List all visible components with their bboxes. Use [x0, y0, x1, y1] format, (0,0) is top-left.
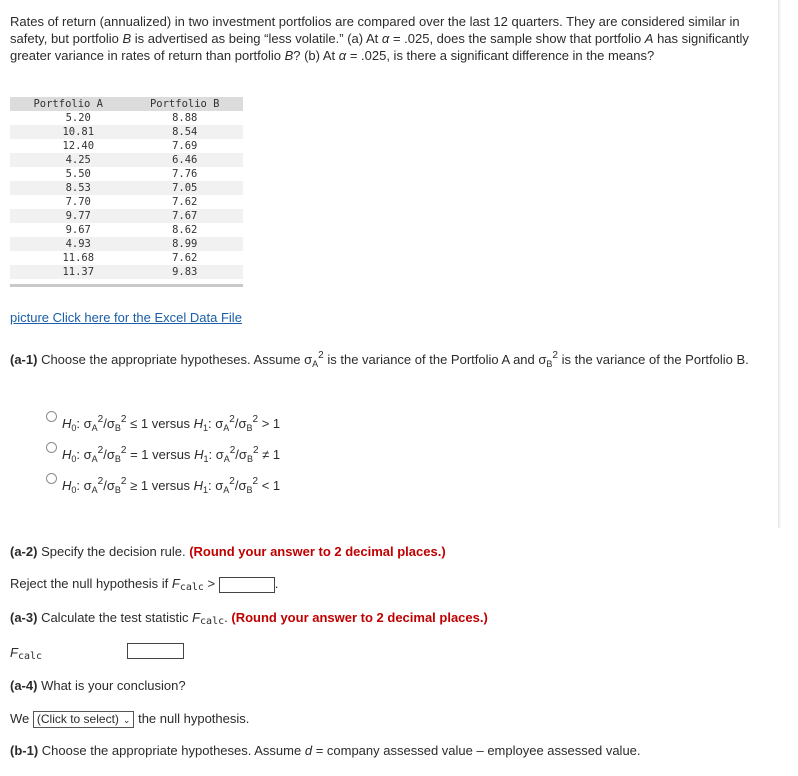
fcalc-input[interactable]	[127, 643, 184, 659]
cell-b: 7.76	[127, 167, 244, 181]
excel-data-file-link[interactable]: picture Click here for the Excel Data File	[10, 310, 242, 325]
var-b: B	[122, 31, 132, 46]
h1-relation: > 1	[261, 416, 281, 431]
table-row	[10, 251, 243, 265]
intro-text-4: has significantly greater variance in rates of return than portfolio	[10, 31, 749, 63]
rounding-note: (Round your answer to 2 decimal places.)	[189, 544, 446, 559]
subscript: A	[312, 359, 319, 369]
intro-text-3: = .025, does the sample show that portfolio	[389, 31, 645, 46]
cell-a: 11.37	[10, 265, 127, 279]
question-a4	[10, 677, 186, 694]
question-label: (a-3)	[10, 610, 38, 625]
radio-button[interactable]	[46, 411, 57, 422]
var-a: A	[644, 31, 654, 46]
table-row	[10, 139, 243, 153]
table-bottom-border	[10, 284, 243, 287]
f-subscript: calc	[17, 651, 43, 662]
greater-than: >	[203, 576, 216, 591]
cell-b: 8.88	[127, 111, 244, 125]
table-row	[10, 111, 243, 125]
intro-text-1: Rates of return (annualized) in two investment portfolios are compared over the last 12 quarters. They are considered similar in safety, but portfolio	[10, 14, 740, 46]
superscript: 2	[552, 350, 558, 361]
hypothesis-label: $H_0$: $\sigma_A^2/\sigma_B^2 \ge 1$ versus $H_1$: $\sigma_A^2/\sigma_B^2 < 1$	[62, 476, 281, 495]
cell-b: 7.67	[127, 209, 244, 223]
intro-text-2: is advertised as being “less volatile.” (a) At	[131, 31, 382, 46]
cell-b: 7.62	[127, 195, 244, 209]
question-text: is the variance of the Portfolio A and σ	[323, 352, 547, 367]
question-label: (a-2)	[10, 544, 38, 559]
question-text: Choose the appropriate hypotheses. Assume σ	[37, 352, 313, 367]
var-d: d	[304, 743, 313, 758]
cell-b: 7.62	[127, 251, 244, 265]
we-text: We	[10, 711, 30, 726]
conclusion-select[interactable]	[33, 711, 135, 728]
versus-text: versus	[152, 447, 191, 462]
intro-text-5: ? (b) At	[293, 48, 339, 63]
cell-a: 5.50	[10, 167, 127, 181]
content-panel-edge	[778, 0, 781, 528]
column-header-portfolio-b: Portfolio B	[127, 97, 244, 111]
f-symbol: F	[10, 645, 18, 660]
radio-button[interactable]	[46, 473, 57, 484]
f-symbol: F	[192, 610, 201, 625]
cell-b: 9.83	[127, 265, 244, 279]
table-row	[10, 265, 243, 279]
decision-rule-row	[10, 575, 278, 596]
question-label: (a-4)	[10, 678, 38, 693]
question-a1	[10, 347, 770, 373]
versus-text: versus	[151, 416, 190, 431]
rounding-note: (Round your answer to 2 decimal places.)	[231, 610, 488, 625]
f-symbol: F	[171, 576, 180, 591]
question-label: (a-1)	[10, 352, 38, 367]
question-a2	[10, 543, 446, 560]
h0-relation: = 1	[130, 447, 149, 462]
question-text: = company assessed value – employee assessed value.	[312, 743, 641, 758]
cell-a: 11.68	[10, 251, 127, 265]
column-header-portfolio-a: Portfolio A	[10, 97, 127, 111]
cell-a: 4.93	[10, 237, 127, 251]
radio-button[interactable]	[46, 442, 57, 453]
cell-a: 12.40	[10, 139, 127, 153]
f-subscript: calc	[200, 616, 225, 627]
decision-rule-text: Reject the null hypothesis if	[10, 576, 172, 591]
hypothesis-label: $H_0$: $\sigma_A^2/\sigma_B^2 = 1$ versus $H_1$: $\sigma_A^2/\sigma_B^2 \ne 1$	[62, 445, 281, 464]
cell-a: 8.53	[10, 181, 127, 195]
cell-a: 7.70	[10, 195, 127, 209]
h1-relation: < 1	[261, 478, 281, 493]
question-label: (b-1)	[10, 743, 39, 758]
cell-b: 7.69	[127, 139, 244, 153]
critical-value-input[interactable]	[219, 577, 275, 593]
question-text: What is your conclusion?	[37, 678, 186, 693]
table-row	[10, 195, 243, 209]
cell-b: 7.05	[127, 181, 244, 195]
problem-statement	[10, 13, 778, 64]
table-header-row	[10, 97, 243, 111]
period: .	[224, 610, 232, 625]
cell-a: 4.25	[10, 153, 127, 167]
question-text: Specify the decision rule.	[37, 544, 190, 559]
subscript: B	[546, 359, 553, 369]
question-text: is the variance of the Portfolio B.	[557, 352, 749, 367]
table-row	[10, 209, 243, 223]
hypothesis-label: $H_0$: $\sigma_A^2/\sigma_B^2 \le 1$ versus $H_1$: $\sigma_A^2/\sigma_B^2 > 1$	[62, 414, 281, 433]
versus-text: versus	[151, 478, 190, 493]
h0-relation: ≤ 1	[130, 416, 149, 431]
cell-b: 8.54	[127, 125, 244, 139]
table-row	[10, 223, 243, 237]
var-b: B	[284, 48, 294, 63]
intro-text-6: = .025, is there a significant difference in the means?	[346, 48, 655, 63]
fcalc-field-label	[10, 645, 42, 662]
cell-a: 9.67	[10, 223, 127, 237]
select-value: (Click to select)	[36, 712, 119, 727]
table-row	[10, 125, 243, 139]
cell-a: 5.20	[10, 111, 127, 125]
h1-relation: ≠ 1	[262, 447, 281, 462]
question-text: Calculate the test statistic	[37, 610, 193, 625]
cell-b: 8.99	[127, 237, 244, 251]
period: .	[274, 576, 279, 591]
question-a3	[10, 609, 488, 630]
portfolio-data-table	[10, 97, 243, 279]
cell-b: 6.46	[127, 153, 244, 167]
table-row	[10, 167, 243, 181]
question-text: Choose the appropriate hypotheses. Assume	[38, 743, 305, 758]
alpha-symbol: α	[338, 48, 347, 63]
alpha-symbol: α	[381, 31, 390, 46]
question-b1	[10, 742, 641, 759]
conclusion-row	[10, 710, 249, 728]
table-row	[10, 237, 243, 251]
cell-a: 10.81	[10, 125, 127, 139]
cell-b: 8.62	[127, 223, 244, 237]
h0-relation: ≥ 1	[130, 478, 149, 493]
f-subscript: calc	[179, 582, 204, 593]
table-row	[10, 181, 243, 195]
table-row	[10, 153, 243, 167]
conclusion-text: the null hypothesis.	[138, 711, 250, 726]
superscript: 2	[318, 350, 324, 361]
chevron-down-icon: ⌄	[122, 715, 131, 726]
cell-a: 9.77	[10, 209, 127, 223]
